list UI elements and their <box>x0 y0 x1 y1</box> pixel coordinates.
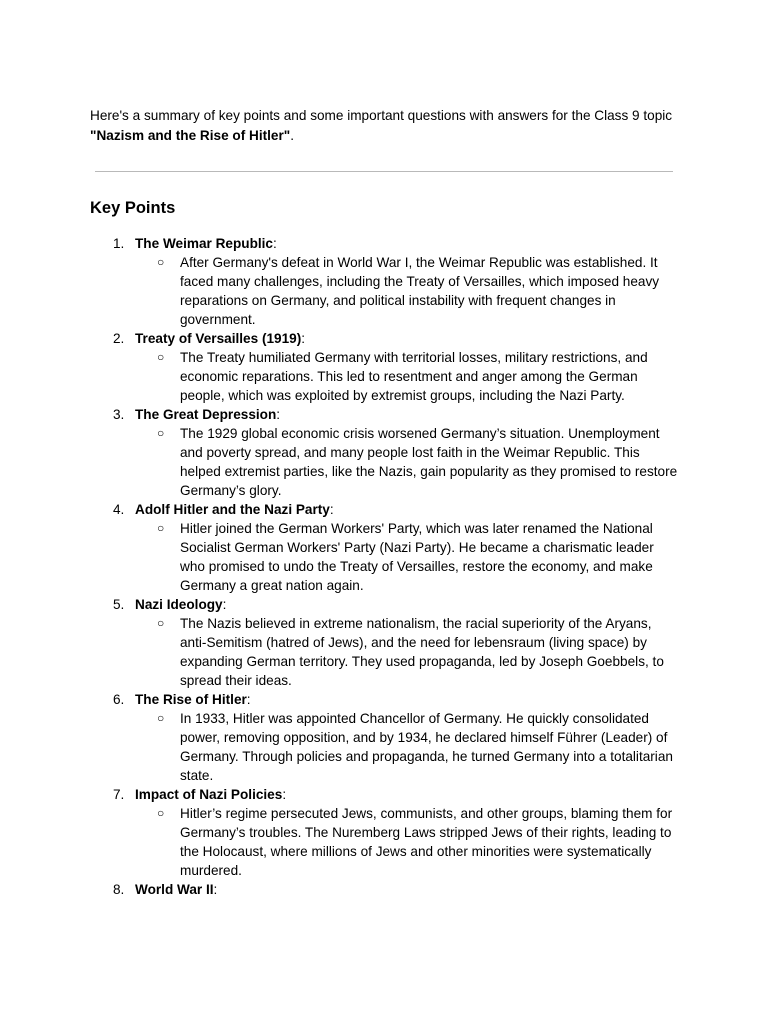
key-point-details <box>135 253 690 329</box>
key-point-details <box>135 804 690 880</box>
key-point-item <box>90 595 690 690</box>
key-point-detail-text: After Germany's defeat in World War I, the Weimar Republic was established. It faced many challenges, including the Treaty of Versailles, which imposed heavy reparations on Germany, and political instability with frequent changes in government. <box>180 255 660 327</box>
key-point-details <box>135 519 690 595</box>
key-point-item <box>90 234 690 329</box>
key-point-item <box>90 690 690 785</box>
key-point-number: 2. <box>113 331 125 346</box>
key-point-colon: : <box>272 236 277 251</box>
horizontal-divider <box>95 171 673 172</box>
key-point-colon: : <box>213 882 218 897</box>
key-point-colon: : <box>301 331 306 346</box>
key-point-title: The Weimar Republic <box>135 236 273 251</box>
key-point-item <box>90 405 690 500</box>
key-point-detail-text: The Nazis believed in extreme nationalism, the racial superiority of the Aryans, anti-Semitism (hatred of Jews), and the need for lebensraum (living space) by expanding German territory. They used propaganda, led by Joseph Goebbels, to spread their ideas. <box>180 616 664 688</box>
key-point-colon: : <box>246 692 251 707</box>
circle-bullet-icon: ○ <box>157 350 165 364</box>
key-point-title: Treaty of Versailles (1919) <box>135 331 302 346</box>
circle-bullet-icon: ○ <box>157 711 165 725</box>
key-point-number: 8. <box>113 882 125 897</box>
intro-paragraph <box>90 106 690 146</box>
key-point-detail-text: The 1929 global economic crisis worsened Germany’s situation. Unemployment and poverty spread, and many people lost faith in the Weimar Republic. This helped extremist parties, like the Nazis, gain popularity as they promised to restore Germany’s glory. <box>180 426 678 498</box>
key-point-details <box>135 424 690 500</box>
key-point-number: 1. <box>113 236 125 251</box>
key-point-detail-text: Hitler’s regime persecuted Jews, communists, and other groups, blaming them for Germany’s troubles. The Nuremberg Laws stripped Jews of their rights, leading to the Holocaust, where millions of Jews and other minorities were systematically murdered. <box>180 806 673 878</box>
key-point-item <box>90 880 690 899</box>
key-point-colon: : <box>282 787 287 802</box>
key-point-item <box>90 500 690 595</box>
key-point-detail-item <box>135 709 680 785</box>
key-point-title: Adolf Hitler and the Nazi Party <box>135 502 330 517</box>
key-point-item <box>90 785 690 880</box>
key-point-title: Impact of Nazi Policies <box>135 787 283 802</box>
key-point-details <box>135 709 690 785</box>
key-point-number: 3. <box>113 407 125 422</box>
intro-text: Here's a summary of key points and some important questions with answers for the Class 9 topic <box>90 108 673 123</box>
key-point-number: 4. <box>113 502 125 517</box>
circle-bullet-icon: ○ <box>157 255 165 269</box>
key-point-title: The Great Depression <box>135 407 277 422</box>
key-point-detail-text: In 1933, Hitler was appointed Chancellor of Germany. He quickly consolidated power, removing opposition, and by 1934, he declared himself Führer (Leader) of Germany. Through policies and propaganda, he turned Germany into a totalitarian state. <box>180 711 673 783</box>
key-point-detail-item <box>135 519 680 595</box>
circle-bullet-icon: ○ <box>157 521 165 535</box>
key-point-title: Nazi Ideology <box>135 597 223 612</box>
key-point-number: 7. <box>113 787 125 802</box>
key-point-colon: : <box>222 597 227 612</box>
key-point-item <box>90 329 690 405</box>
intro-topic: "Nazism and the Rise of Hitler" <box>90 128 291 143</box>
circle-bullet-icon: ○ <box>157 806 165 820</box>
key-point-detail-item <box>135 804 680 880</box>
key-point-number: 6. <box>113 692 125 707</box>
key-point-detail-item <box>135 348 680 405</box>
section-heading: Key Points <box>90 199 176 217</box>
key-point-detail-item <box>135 253 680 329</box>
key-point-title: World War II <box>135 882 214 897</box>
key-points-list <box>90 234 690 899</box>
key-point-detail-text: The Treaty humiliated Germany with territorial losses, military restrictions, and economic reparations. This led to resentment and anger among the German people, which was exploited by extremist groups, including the Nazi Party. <box>180 350 648 403</box>
circle-bullet-icon: ○ <box>157 426 165 440</box>
key-point-detail-text: Hitler joined the German Workers' Party, which was later renamed the National Socialist German Workers' Party (Nazi Party). He became a charismatic leader who promised to undo the Treaty of Versailles, restore the economy, and make Germany a great nation again. <box>180 521 654 593</box>
key-point-colon: : <box>329 502 334 517</box>
intro-end: . <box>290 128 295 143</box>
circle-bullet-icon: ○ <box>157 616 165 630</box>
key-point-detail-item <box>135 614 680 690</box>
key-point-details <box>135 614 690 690</box>
key-point-colon: : <box>276 407 281 422</box>
key-point-details <box>135 348 690 405</box>
key-point-detail-item <box>135 424 680 500</box>
key-point-number: 5. <box>113 597 125 612</box>
key-point-title: The Rise of Hitler <box>135 692 247 707</box>
